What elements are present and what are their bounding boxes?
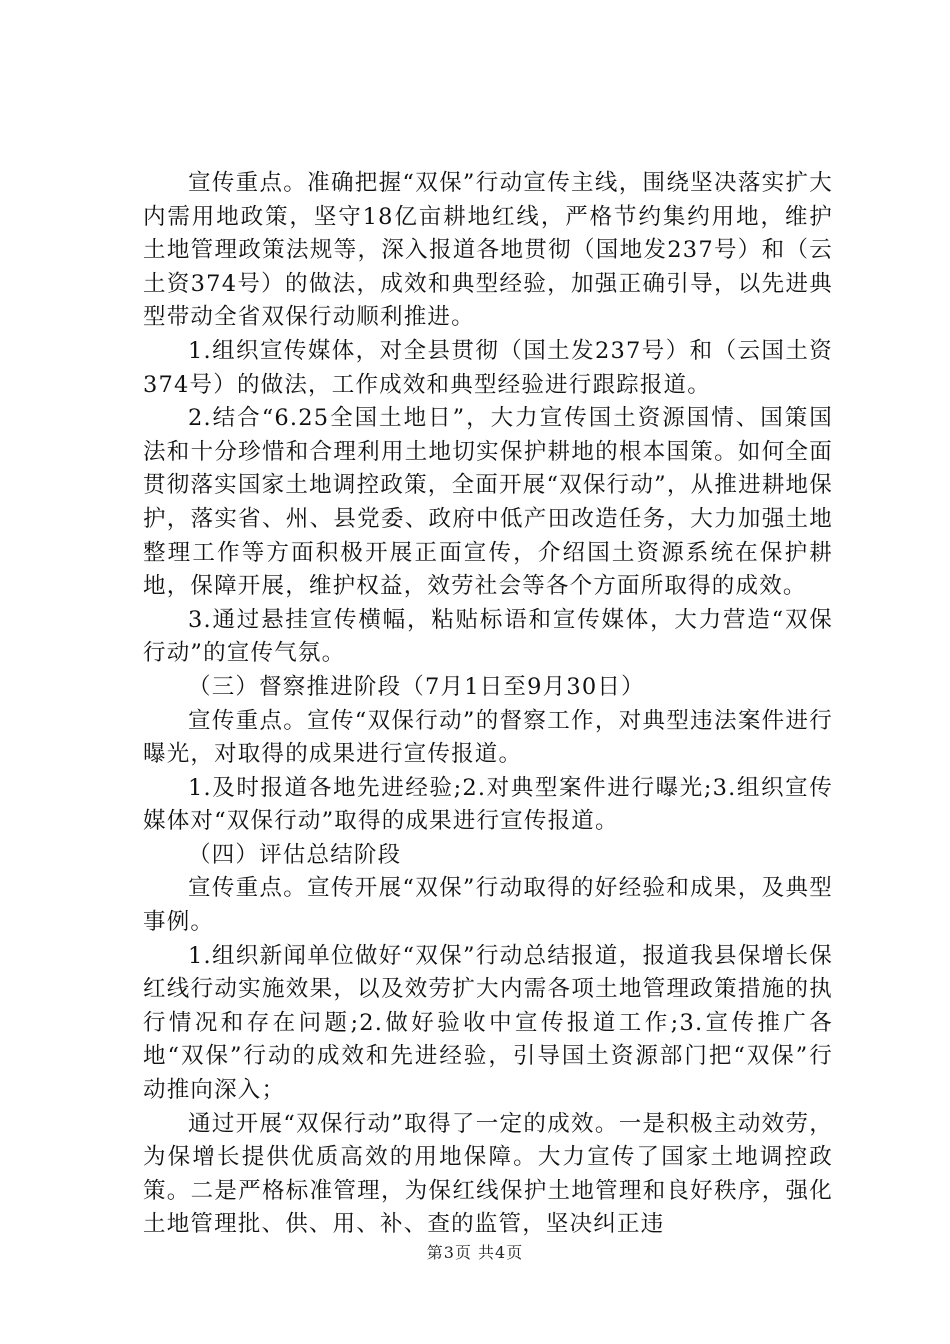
paragraph-supervision-items: 1.及时报道各地先进经验;2.对典型案件进行曝光;3.组织宣传媒体对“双保行动”取得的成果进行宣传报道。 — [143, 774, 833, 835]
document-body — [143, 167, 833, 1242]
paragraph-publicity-focus-1: 宣传重点。准确把握“双保”行动宣传主线，围绕坚决落实扩大内需用地政策，坚守18亿亩耕地红线，严格节约集约用地，维护土地管理政策法规等，深入报道各地贯彻（国地发237号）和（云土资374号）的做法，成效和典型经验，加强正确引导，以先进典型带动全省双保行动顺利推进。 — [143, 170, 833, 331]
paragraph-item-3: 3.通过悬挂宣传横幅，粘贴标语和宣传媒体，大力营造“双保行动”的宣传气氛。 — [143, 606, 833, 667]
paragraph-item-1: 1.组织宣传媒体，对全县贯彻（国土发237号）和（云国土资374号）的做法，工作成效和典型经验进行跟踪报道。 — [143, 337, 833, 398]
section-heading-supervision: （三）督察推进阶段（7月1日至9月30日） — [188, 673, 645, 700]
paragraph-publicity-focus-3: 宣传重点。宣传开展“双保”行动取得的好经验和成果，及典型事例。 — [143, 875, 833, 936]
page-footer: 第3页 共4页 — [426, 1243, 524, 1262]
paragraph-results: 通过开展“双保行动”取得了一定的成效。一是积极主动效劳，为保增长提供优质高效的用地保障。大力宣传了国家土地调控政策。二是严格标准管理，为保红线保护土地管理和良好秩序，强化土地管理批、供、用、补、查的监管，坚决纠正违 — [143, 1110, 833, 1238]
section-heading-evaluation: （四）评估总结阶段 — [188, 841, 402, 868]
paragraph-item-2: 2.结合“6.25全国土地日”，大力宣传国土资源国情、国策国法和十分珍惜和合理利用土地切实保护耕地的根本国策。如何全面贯彻落实国家土地调控政策，全面开展“双保行动”，从推进耕地保护，落实省、州、县党委、政府中低产田改造任务，大力加强土地整理工作等方面积极开展正面宣传，介绍国土资源系统在保护耕地，保障开展，维护权益，效劳社会等各个方面所取得的成效。 — [143, 405, 833, 600]
paragraph-evaluation-items: 1.组织新闻单位做好“双保”行动总结报道，报道我县保增长保红线行动实施效果，以及效劳扩大内需各项土地管理政策措施的执行情况和存在问题;2.做好验收中宣传报道工作;3.宣传推广各地“双保”行动的成效和先进经验，引导国土资源部门把“双保”行动推向深入； — [143, 942, 833, 1104]
paragraph-publicity-focus-2: 宣传重点。宣传“双保行动”的督察工作，对典型违法案件进行曝光，对取得的成果进行宣传报道。 — [143, 707, 833, 768]
